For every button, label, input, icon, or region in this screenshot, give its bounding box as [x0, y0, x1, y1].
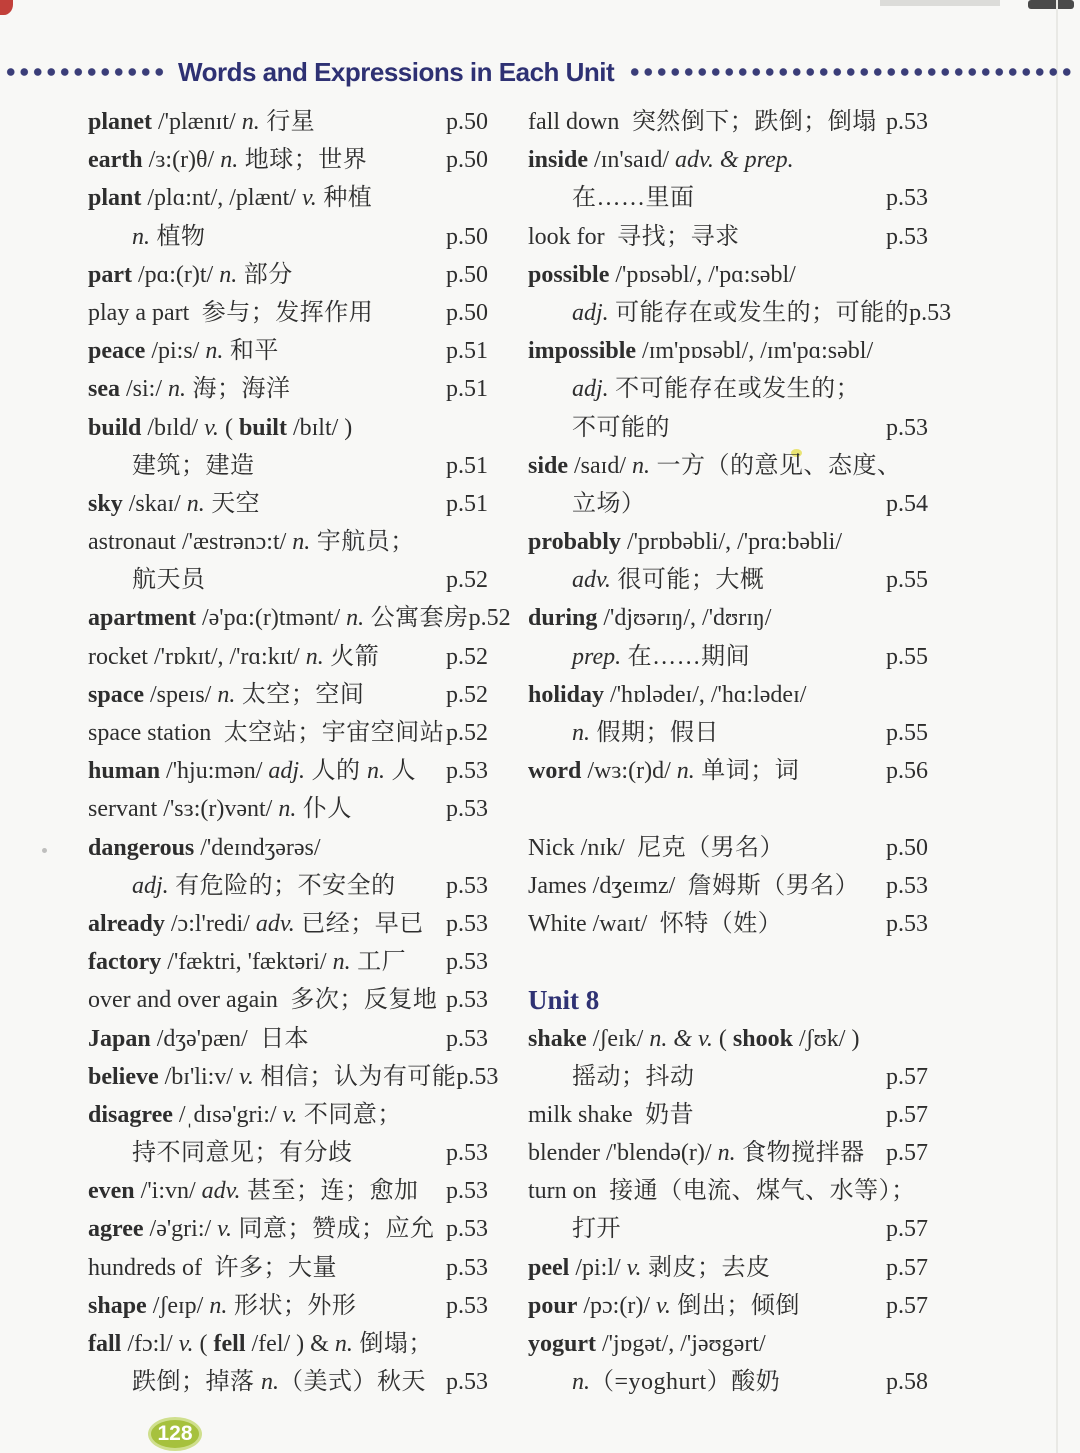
entry-page-ref: p.50	[886, 834, 928, 861]
entry-text: even /'i:vn/ adv. 甚至；连；愈加	[88, 1178, 419, 1205]
entry-page-ref: p.51	[446, 490, 488, 517]
vocab-entry-line	[88, 1058, 498, 1096]
vocab-entry-line	[528, 1020, 938, 1058]
entry-text: earth /ɜ:(r)θ/ n. 地球；世界	[88, 147, 368, 174]
entry-text: apartment /ə'pɑ:(r)tmənt/ n. 公寓套房	[88, 605, 469, 632]
entry-text: 不可能的	[572, 414, 670, 441]
vocab-entry-line	[528, 447, 938, 485]
vocab-entry-line	[88, 561, 498, 599]
vocab-entry-line	[88, 523, 498, 561]
vocab-entry-line	[528, 294, 952, 332]
entry-page-ref: p.52	[468, 605, 511, 632]
entry-page-ref: p.57	[886, 1140, 928, 1167]
entry-text: peace /pi:s/ n. 和平	[88, 338, 279, 365]
vocab-entry-line	[88, 179, 498, 217]
entry-text: milk shake 奶昔	[528, 1101, 695, 1128]
vocab-entry-line	[88, 141, 498, 179]
entry-text: human /'hju:mən/ adj. 人的 n. 人	[88, 758, 417, 785]
vocab-entry-line	[88, 218, 498, 256]
page-header	[0, 52, 1080, 92]
vocab-entry-line	[88, 103, 498, 141]
vocab-entry-line	[528, 103, 938, 141]
entry-text: side /saɪd/ n. 一方（的意见、态度、	[528, 452, 902, 479]
entry-text: James /dʒeɪmz/ 詹姆斯（男名）	[528, 872, 860, 899]
vocab-entry-line	[88, 1325, 498, 1363]
entry-page-ref: p.57	[886, 1101, 928, 1128]
entry-text: adj. 有危险的；不安全的	[132, 872, 396, 899]
vocab-entry-line	[528, 1134, 938, 1172]
vocab-entry-line	[528, 1058, 938, 1096]
vocab-entry-line	[88, 638, 498, 676]
entry-page-ref: p.57	[886, 1254, 928, 1281]
entry-text: yogurt /'jɒgət/, /'jəʊgərt/	[528, 1331, 766, 1357]
entry-text: prep. 在……期间	[572, 643, 751, 670]
entry-text: over and over again 多次；反复地	[88, 987, 438, 1014]
vocab-entry-line	[528, 676, 938, 714]
vocab-entry-line	[88, 829, 498, 867]
vocab-entry-line	[528, 179, 938, 217]
vocab-entry-line	[528, 409, 938, 447]
vocab-entry-line	[88, 981, 498, 1019]
vocab-entry-line	[528, 905, 938, 943]
blank-line	[528, 943, 938, 981]
scan-artifact-light-smudge	[880, 0, 1000, 6]
entry-text: 立场）	[572, 490, 646, 517]
vocab-column-right	[528, 103, 952, 1401]
entry-text: inside /ɪn'saɪd/ adv. & prep.	[528, 147, 794, 174]
vocab-entry-line	[88, 867, 498, 905]
entry-text: hundreds of 许多；大量	[88, 1254, 337, 1281]
entry-text: blender /'blendə(r)/ n. 食物搅拌器	[528, 1140, 865, 1167]
entry-page-ref: p.52	[446, 720, 488, 746]
entry-text: shape /ʃeɪp/ n. 形状；外形	[88, 1292, 357, 1319]
vocab-entry-line	[88, 676, 498, 714]
entry-text: already /ɔ:l'redi/ adv. 已经；早已	[88, 910, 424, 937]
entry-page-ref: p.53	[446, 1178, 488, 1205]
entry-text: astronaut /'æstrənɔ:t/ n. 宇航员；	[88, 529, 415, 556]
entry-page-ref: p.52	[446, 567, 488, 594]
entry-text: adv. 很可能；大概	[572, 567, 765, 594]
entry-page-ref: p.53	[886, 872, 928, 899]
entry-page-ref: p.51	[446, 376, 488, 403]
vocab-entry-line	[528, 218, 938, 256]
entry-page-ref: p.53	[886, 185, 928, 212]
vocab-entry-line	[528, 523, 938, 561]
entry-text: word /wɜ:(r)d/ n. 单词；词	[528, 758, 800, 785]
entry-text: servant /'sɜ:(r)vənt/ n. 仆人	[88, 796, 352, 823]
entry-page-ref: p.53	[909, 299, 952, 326]
entry-text: fall /fɔ:l/ v. ( fell /fel/ ) & n. 倒塌；	[88, 1331, 433, 1357]
entry-page-ref: p.54	[886, 490, 928, 517]
vocab-column-left	[88, 103, 511, 1401]
vocab-entry-line	[88, 1249, 498, 1287]
entry-text: impossible /ɪm'pɒsəbl/, /ɪm'pɑ:səbl/	[528, 338, 874, 365]
entry-page-ref: p.53	[446, 1216, 488, 1243]
vocab-entry-line	[88, 294, 498, 332]
vocab-entry-line	[528, 867, 938, 905]
entry-page-ref: p.50	[446, 223, 488, 250]
entry-text: probably /'prɒbəbli/, /'prɑ:bəbli/	[528, 529, 842, 556]
vocab-entry-line	[528, 1287, 938, 1325]
vocab-entry-line	[528, 561, 938, 599]
vocab-entry-line	[528, 1325, 938, 1363]
entry-text: 航天员	[132, 567, 206, 594]
vocab-entry-line	[88, 1134, 498, 1172]
entry-page-ref: p.53	[886, 910, 928, 937]
entry-page-ref: p.53	[886, 223, 928, 250]
entry-page-ref: p.50	[446, 299, 488, 326]
entry-page-ref: p.50	[446, 261, 488, 288]
vocab-entry-line	[88, 905, 498, 943]
entry-page-ref: p.52	[446, 681, 488, 708]
vocab-entry-line	[88, 790, 498, 828]
vocab-entry-line	[88, 485, 498, 523]
entry-text: dangerous /'deɪndʒərəs/	[88, 834, 321, 861]
entry-page-ref: p.55	[886, 567, 928, 594]
entry-text: rocket /'rɒkɪt/, /'rɑ:kɪt/ n. 火箭	[88, 643, 380, 670]
vocab-entry-line	[528, 829, 938, 867]
entry-text: space station 太空站；宇宙空间站	[88, 720, 445, 746]
entry-text: disagree /ˌdɪsə'gri:/ v. 不同意；	[88, 1101, 402, 1128]
vocab-entry-line	[88, 1020, 498, 1058]
entry-page-ref: p.50	[446, 147, 488, 174]
entry-text: pour /pɔ:(r)/ v. 倒出；倾倒	[528, 1292, 800, 1319]
entry-text: agree /ə'gri:/ v. 同意；赞成；应允	[88, 1216, 435, 1243]
entry-page-ref: p.53	[886, 109, 928, 135]
entry-text: sea /si:/ n. 海；海洋	[88, 376, 291, 403]
entry-text: holiday /'hɒlədeɪ/, /'hɑ:lədeɪ/	[528, 681, 807, 708]
entry-page-ref: p.55	[886, 720, 928, 746]
vocab-entry-line	[88, 256, 498, 294]
vocab-entry-line	[88, 1172, 498, 1210]
entry-text: believe /bɪ'li:v/ v. 相信；认为有可能	[88, 1063, 457, 1090]
vocab-entry-line	[528, 1172, 938, 1210]
vocab-entry-line	[88, 1210, 498, 1248]
vocab-entry-line	[88, 752, 498, 790]
entry-text: 持不同意见；有分歧	[132, 1140, 353, 1167]
entry-text: adj. 不可能存在或发生的；	[572, 376, 861, 403]
entry-text: 打开	[572, 1216, 621, 1243]
scan-artifact-dark-smudge	[1028, 0, 1074, 9]
entry-text: look for 寻找；寻求	[528, 223, 740, 250]
entry-text: 在……里面	[572, 185, 695, 212]
entry-text: fall down 突然倒下；跌倒；倒塌	[528, 109, 877, 135]
dotted-leader-right	[628, 65, 1076, 79]
entry-text: shake /ʃeɪk/ n. & v. ( shook /ʃʊk/ )	[528, 1025, 860, 1052]
entry-text: Japan /dʒə'pæn/ 日本	[88, 1025, 310, 1052]
entry-text: n. 假期；假日	[572, 720, 719, 746]
page-title: Words and Expressions in Each Unit	[178, 56, 615, 87]
entry-page-ref: p.53	[446, 1140, 488, 1167]
vocab-entry-line	[528, 1210, 938, 1248]
page-number-badge: 128	[148, 1417, 202, 1451]
entry-text: 摇动；抖动	[572, 1063, 695, 1090]
entry-text: peel /pi:l/ v. 剥皮；去皮	[528, 1254, 771, 1281]
entry-text: n. 植物	[132, 223, 206, 250]
entry-page-ref: p.55	[886, 643, 928, 670]
entry-text: Nick /nɪk/ 尼克（男名）	[528, 834, 785, 861]
entry-page-ref: p.57	[886, 1063, 928, 1090]
vocab-entry-line	[528, 485, 938, 523]
vocab-entry-line	[88, 599, 511, 637]
entry-text: White /waɪt/ 怀特（姓）	[528, 910, 783, 937]
vocab-entry-line	[528, 638, 938, 676]
entry-text: during /'djʊərɪŋ/, /'dʊrɪŋ/	[528, 605, 772, 632]
vocab-entry-line	[88, 943, 498, 981]
entry-text: turn on 接通（电流、煤气、水等）；	[528, 1178, 916, 1205]
entry-text: play a part 参与；发挥作用	[88, 299, 374, 326]
entry-page-ref: p.53	[446, 987, 488, 1014]
vocab-entry-line	[528, 1096, 938, 1134]
vocab-entry-line	[88, 1287, 498, 1325]
scan-artifact-gray-dot	[42, 848, 47, 853]
entry-page-ref: p.53	[886, 414, 928, 441]
entry-text: possible /'pɒsəbl/, /'pɑ:səbl/	[528, 261, 796, 288]
entry-page-ref: p.53	[446, 910, 488, 937]
entry-page-ref: p.57	[886, 1216, 928, 1243]
entry-text: n.（=yoghurt）酸奶	[572, 1369, 781, 1396]
entry-text: factory /'fæktri, 'fæktəri/ n. 工厂	[88, 949, 407, 976]
vocab-entry-line	[88, 332, 498, 370]
vocab-entry-line	[88, 1363, 498, 1401]
entry-page-ref: p.53	[446, 1025, 488, 1052]
entry-page-ref: p.51	[446, 338, 488, 365]
vocab-entry-line	[528, 752, 938, 790]
vocab-entry-line	[528, 370, 938, 408]
entry-text: plant /plɑ:nt/, /plænt/ v. 种植	[88, 185, 373, 212]
entry-page-ref: p.53	[446, 872, 488, 899]
entry-text: space /speɪs/ n. 太空；空间	[88, 681, 365, 708]
entry-page-ref: p.50	[446, 109, 488, 135]
dotted-leader-left	[4, 65, 164, 79]
entry-text: Unit 8	[528, 985, 600, 1016]
vocab-entry-line	[528, 332, 938, 370]
entry-page-ref: p.53	[446, 1292, 488, 1319]
vocab-entry-line	[88, 714, 498, 752]
entry-text: sky /skaɪ/ n. 天空	[88, 490, 261, 517]
page-edge-line	[1056, 0, 1058, 1453]
entry-page-ref: p.56	[886, 758, 928, 785]
entry-text: adj. 可能存在或发生的；可能的	[572, 299, 910, 326]
entry-text: planet /'plænɪt/ n. 行星	[88, 109, 316, 135]
vocab-entry-line	[88, 447, 498, 485]
entry-page-ref: p.53	[446, 1254, 488, 1281]
entry-page-ref: p.53	[456, 1063, 499, 1090]
entry-page-ref: p.52	[446, 643, 488, 670]
entry-page-ref: p.51	[446, 452, 488, 479]
vocab-entry-line	[88, 1096, 498, 1134]
vocab-entry-line	[528, 1249, 938, 1287]
vocab-entry-line	[528, 256, 938, 294]
entry-page-ref: p.53	[446, 949, 488, 976]
entry-page-ref: p.57	[886, 1292, 928, 1319]
vocab-entry-line	[528, 714, 938, 752]
entry-page-ref: p.53	[446, 758, 488, 785]
vocab-entry-line	[528, 1363, 938, 1401]
vocab-entry-line	[528, 599, 938, 637]
entry-text: 跌倒；掉落 n.（美式）秋天	[132, 1369, 426, 1396]
entry-page-ref: p.53	[446, 1369, 488, 1396]
entry-page-ref: p.58	[886, 1369, 928, 1396]
entry-page-ref: p.53	[446, 796, 488, 823]
vocab-entry-line	[88, 370, 498, 408]
entry-text: build /bɪld/ v. ( built /bɪlt/ )	[88, 414, 353, 441]
blank-line	[528, 790, 938, 828]
entry-text: part /pɑ:(r)t/ n. 部分	[88, 261, 293, 288]
vocab-entry-line	[528, 141, 938, 179]
vocab-entry-line	[88, 409, 498, 447]
entry-text: 建筑；建造	[132, 452, 255, 479]
scan-artifact-red-corner	[0, 0, 13, 15]
unit-heading	[528, 981, 938, 1019]
